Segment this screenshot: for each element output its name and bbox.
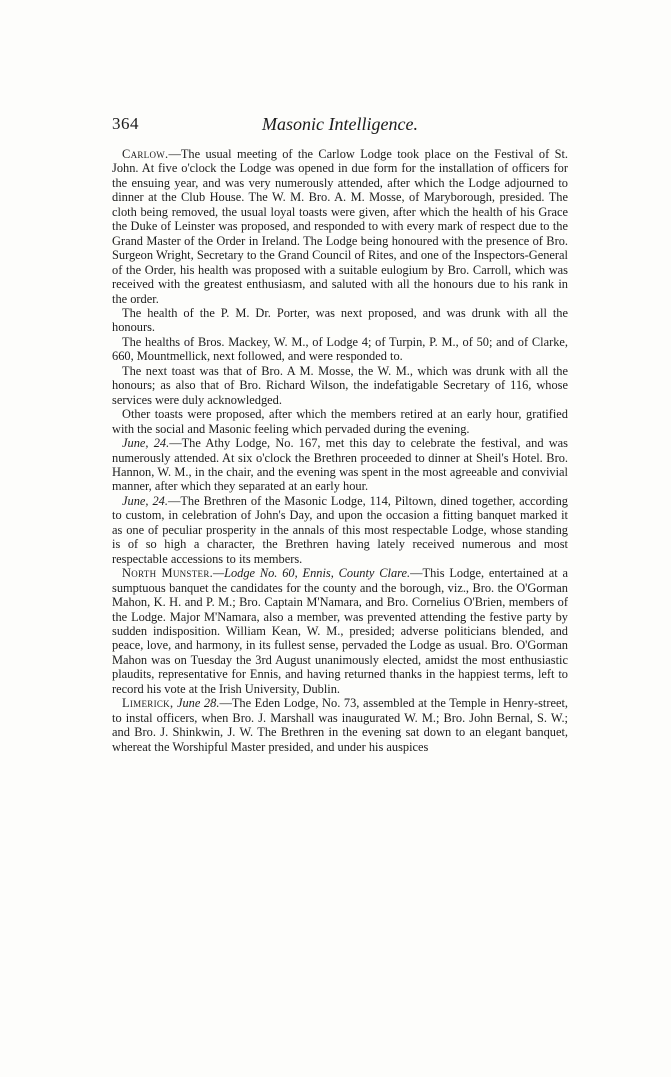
text-north-munster: —This Lodge, entertained at a sumptuous banquet the candidates for the county and the borough, viz., Bro. the O'Gorman Mahon, K. H. and P. M.; Bro. Captain M'Namara, and Bro. Cornelius O'Brien, members of the Lodge. Major M'Namara, also a member, was prevented attending the festive party by sudden indisposition. William Kean, W. M., presided; adverse politicians blended, and peace, love, and harmony, in its fullest sense, pervaded the Lodge as usual. Bro. O'Gorman Mahon was on Tuesday the 3rd August unanimously elected, amidst the most enthusiastic plaudits, representative for Ennis, and having returned thanks in the happiest terms, left to record his vote at the Irish University, Dublin. — [112, 566, 568, 696]
text-athy: —The Athy Lodge, No. 167, met this day to celebrate the festival, and was numerously attended. At six o'clock the Brethren proceeded to dinner at Sheil's Hotel. Bro. Hannon, W. M., in the chair, and the evening was spent in the most agreeable and convivial manner, after which they separated at an early hour. — [112, 436, 569, 494]
page-header — [112, 114, 568, 138]
paragraph-piltown — [112, 494, 568, 566]
lead-limerick: Limerick, — [122, 696, 174, 711]
paragraph-limerick — [112, 696, 568, 754]
paragraph-healths — [112, 335, 568, 364]
article-body — [112, 147, 568, 754]
paragraph-north-munster — [112, 566, 568, 696]
lead2-north-munster: —Lodge No. 60, Ennis, County Clare. — [213, 566, 411, 581]
running-title: Masonic Intelligence. — [262, 114, 418, 134]
text-porter: The health of the P. M. Dr. Porter, was next proposed, and was drunk with all the honours. — [112, 305, 568, 335]
lead-piltown: June, 24. — [122, 493, 168, 508]
text-healths: The healths of Bros. Mackey, W. M., of Lodge 4; of Turpin, P. M., of 50; and of Clarke, 660, Mountmellick, next followed, and were responded to. — [112, 334, 568, 364]
paragraph-other-toasts — [112, 407, 568, 436]
text-piltown: —The Brethren of the Masonic Lodge, 114, Piltown, dined together, according to custom, in celebration of John's Day, and upon the occasion a fitting banquet marked it as one of peculiar prosperity in the annals of this most respectable Lodge, whose standing is of so high a character, the Brethren having lately received numerous and most respectable accessions to its members. — [112, 493, 568, 566]
text-mosse-toast: The next toast was that of Bro. A M. Mosse, the W. M., which was drunk with all the honours; as also that of Bro. Richard Wilson, the indefatigable Secretary of 116, whose services were duly acknowledged. — [112, 363, 568, 407]
text-carlow: —The usual meeting of the Carlow Lodge took place on the Festival of St. John. At five o'clock the Lodge was opened in due form for the installation of officers for the ensuing year, and was very numerously attended, after which the Lodge adjourned to dinner at the Club House. The W. M. Bro. A. M. Mosse, of Maryborough, presided. The cloth being removed, the usual loyal toasts were given, after which the health of his Grace the Duke of Leinster was proposed, and responded to with every mark of respect due to the Grand Master of the Order in Ireland. The Lodge being honoured with the presence of Bro. Surgeon Wright, Secretary to the Grand Council of Rites, and one of the Inspectors-General of the Order, his health was proposed with a suitable eulogium by Bro. Carroll, which was received with the greatest enthusiasm, and saluted with all the honours due to his rank in the order. — [112, 147, 568, 306]
paragraph-athy — [112, 436, 568, 494]
lead-athy: June, 24. — [122, 436, 170, 451]
lead2-limerick: June 28. — [173, 696, 220, 711]
paragraph-carlow — [112, 147, 568, 306]
text-other-toasts: Other toasts were proposed, after which the members retired at an early hour, gratified with the social and Masonic feeling which pervaded during the evening. — [112, 407, 568, 436]
paragraph-porter — [112, 306, 568, 335]
text-limerick: —The Eden Lodge, No. 73, assembled at the Temple in Henry-street, to instal officers, when Bro. J. Marshall was inaugurated W. M.; Bro. John Bernal, S. W.; and Bro. J. Shinkwin, J. W. The Brethren in the evening sat down to an elegant banquet, whereat the Worshipful Master presided, and under his auspices — [112, 696, 568, 754]
page-number: 364 — [112, 114, 139, 133]
lead-north-munster: North Munster. — [122, 566, 214, 581]
lead-carlow: Carlow. — [122, 147, 169, 161]
paragraph-mosse-toast — [112, 364, 568, 407]
